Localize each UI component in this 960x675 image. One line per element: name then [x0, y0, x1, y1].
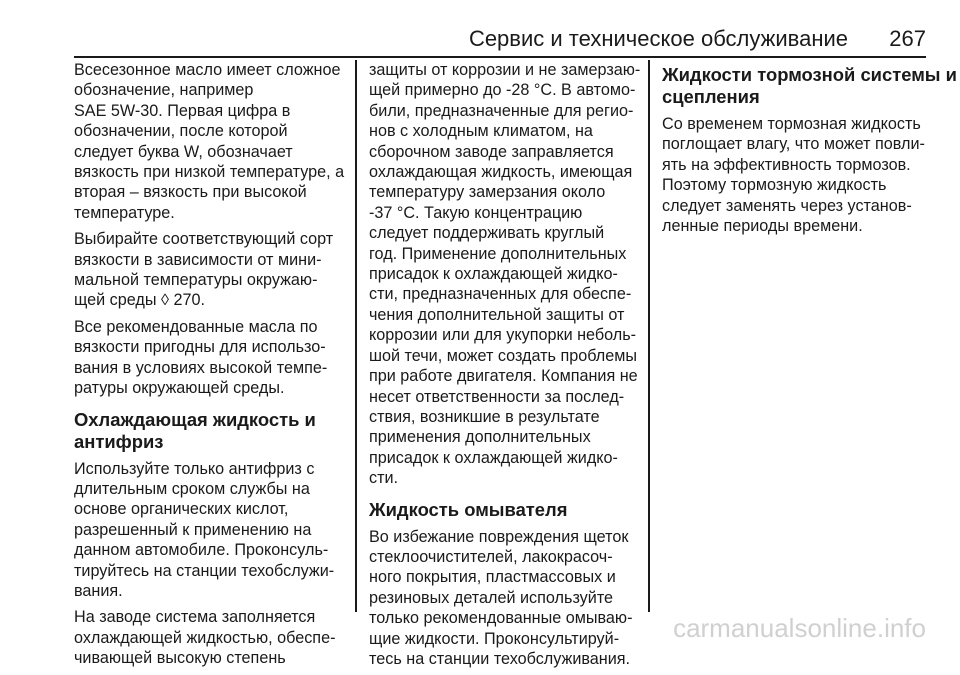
page-title: Сервис и техническое обслуживание [468, 26, 848, 51]
text-line: SAE 5W-30. Первая цифра в [74, 101, 291, 120]
text-line: Со временем тормозная жидкость [662, 115, 921, 133]
paragraph-brake-fluid [662, 114, 926, 236]
paragraph-oil-designation [74, 60, 350, 223]
text-line: ленные периоды времени. [662, 217, 863, 236]
text-line: На заводе система заполняется [74, 608, 316, 627]
text-line: основе органических кислот, [74, 500, 289, 519]
text-line: Всесезонное масло имеет сложное [74, 61, 341, 79]
text-line: мальной температуры окружаю- [74, 271, 318, 290]
text-line: -37 °C. Такую концентрацию [369, 203, 583, 222]
text-line: разрешенный к применению на [74, 520, 312, 539]
text-line: сти. [369, 469, 399, 488]
text-line: сборочном заводе заправляется [369, 142, 614, 161]
paragraph-recommended-oils [74, 317, 350, 399]
text-line: защиты от коррозии и не замерзаю- [369, 61, 641, 79]
paragraph-factory-fill [74, 607, 350, 668]
text-line: сти, предназначенных для обеспе- [369, 285, 632, 304]
text-line: Жидкость омывателя [369, 498, 568, 520]
text-line: щие жидкости. Проконсультируй- [369, 629, 620, 648]
text-line: резиновых деталей используйте [369, 588, 614, 607]
text-line: год. Применение дополнительных [369, 244, 627, 263]
text-line: Выбирайте соответствующий сорт [74, 230, 334, 249]
text-line: охлаждающей жидкостью, обеспе- [74, 628, 336, 647]
header-divider [74, 56, 926, 58]
text-line: обозначении, после которой [74, 122, 288, 141]
text-line: длительным сроком службы на [74, 479, 310, 498]
text-line: присадок к охлаждающей жидко- [369, 448, 618, 467]
text-line: шой течи, может создать проблемы [369, 346, 637, 365]
column-middle [369, 60, 641, 675]
text-line: чения дополнительной защиты от [369, 305, 625, 324]
text-line: только рекомендованные омываю- [369, 609, 633, 628]
text-line: вания в условиях высокой темпе- [74, 358, 328, 377]
text-line: тируйтесь на станции техобслужи- [74, 561, 335, 580]
paragraph-coolant-protection [369, 60, 641, 489]
text-line: щей среды ◊ 270. [74, 291, 206, 310]
text-line: антифриз [74, 430, 164, 452]
column-divider-1 [355, 60, 357, 612]
text-line: вязкость при низкой температуре, а [74, 163, 345, 182]
text-line: ратуры окружающей среды. [74, 379, 285, 398]
text-line: несет ответственности за послед- [369, 387, 625, 406]
paragraph-antifreeze [74, 459, 350, 602]
heading-washer-fluid [369, 499, 637, 521]
text-line: стеклоочистителей, лакокрасоч- [369, 547, 613, 566]
text-line: Все рекомендованные масла по [74, 317, 318, 336]
text-line: применения дополнительных [369, 428, 591, 447]
text-line: щей примерно до -28 °C. В автомо- [369, 81, 636, 100]
text-line: температуре. [74, 203, 175, 222]
text-line: Охлаждающая жидкость и [74, 408, 316, 430]
text-line: нов с холодным климатом, на [369, 122, 593, 141]
text-line: температуру замерзания около [369, 183, 606, 202]
text-line: при работе двигателя. Компания не [369, 367, 638, 386]
text-line: ять на эффективность тормозов. [662, 155, 911, 174]
page-number: 267 [889, 26, 926, 51]
column-divider-2 [648, 60, 650, 612]
heading-brake-clutch-fluid [662, 64, 957, 108]
text-line: охлаждающая жидкость, имеющая [369, 163, 633, 182]
text-line: обозначение, например [74, 81, 254, 100]
text-line: вязкости пригодны для использо- [74, 338, 326, 357]
text-line: ного покрытия, пластмассовых и [369, 568, 616, 587]
text-line: Используйте только антифриз с [74, 459, 315, 478]
text-line: сцепления [662, 86, 760, 107]
text-line: чивающей высокую степень [74, 649, 286, 668]
text-line: следует поддерживать круглый [369, 224, 605, 243]
page-header [74, 26, 926, 52]
text-line: вязкости в зависимости от мини- [74, 250, 322, 269]
paragraph-viscosity-choice [74, 229, 350, 311]
text-line: Жидкости тормозной системы и [662, 64, 957, 85]
text-line: били, предназначенные для регио- [369, 101, 634, 120]
text-line: следует заменять через установ- [662, 196, 912, 215]
column-left [74, 60, 350, 675]
text-line: тесь на станции техобслуживания. [369, 649, 631, 668]
text-line: вания. [74, 581, 123, 600]
text-line: поглощает влагу, что может повли- [662, 135, 925, 154]
text-line: коррозии или для укупорки неболь- [369, 326, 637, 345]
paragraph-washer-fluid [369, 527, 637, 670]
text-line: Поэтому тормозную жидкость [662, 176, 887, 195]
watermark: carmanualsonline.info [673, 613, 926, 643]
column-right [662, 60, 957, 242]
text-line: Во избежание повреждения щеток [369, 527, 629, 546]
text-line: присадок к охлаждающей жидко- [369, 265, 618, 284]
text-line: ствия, возникшие в результате [369, 407, 600, 426]
text-line: вторая – вязкость при высокой [74, 183, 307, 202]
text-line: данном автомобиле. Проконсуль- [74, 541, 329, 560]
heading-coolant [74, 409, 350, 453]
text-line: следует буква W, обозначает [74, 142, 293, 161]
